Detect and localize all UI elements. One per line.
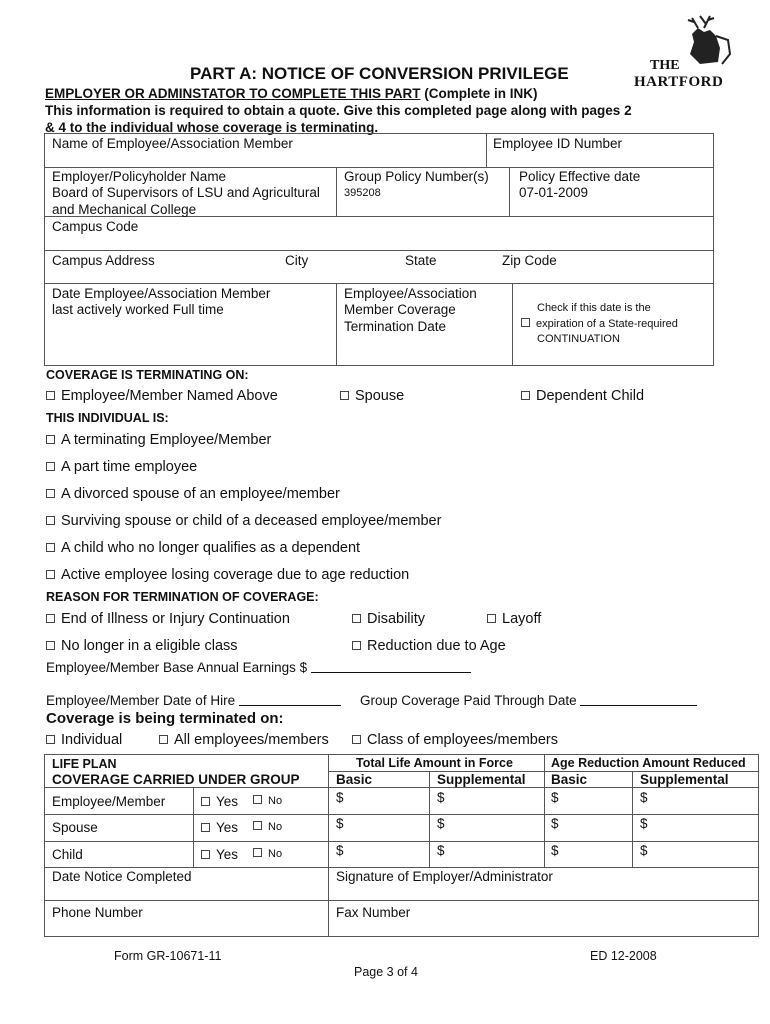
checkbox[interactable] — [159, 735, 168, 744]
name-label: Name of Employee/Association Member — [52, 136, 293, 151]
checkbox[interactable] — [201, 850, 210, 859]
yes-option[interactable] — [201, 794, 238, 809]
option-class-employees[interactable] — [352, 732, 558, 748]
checkbox[interactable] — [46, 489, 55, 498]
form-number: Form GR-10671-11 — [114, 949, 222, 963]
group-policy-label: Group Policy Number(s) — [344, 169, 489, 184]
option-age-reduction[interactable] — [46, 567, 409, 583]
paid-through-blank[interactable] — [580, 705, 697, 706]
supplemental-header-age: Supplemental — [640, 772, 729, 787]
checkbox[interactable] — [46, 543, 55, 552]
reason-heading: REASON FOR TERMINATION OF COVERAGE: — [46, 590, 319, 604]
dollar-cell[interactable]: $ — [551, 843, 559, 858]
city-label: City — [285, 253, 309, 268]
checkbox[interactable] — [487, 614, 496, 623]
option-label: A divorced spouse of an employee/member — [61, 486, 340, 502]
checkbox[interactable] — [201, 797, 210, 806]
fax-label: Fax Number — [336, 905, 411, 920]
checkbox[interactable] — [253, 795, 262, 804]
option-layoff[interactable] — [487, 611, 541, 627]
option-ineligible-class[interactable] — [46, 638, 238, 654]
option-spouse[interactable] — [340, 388, 404, 404]
employer-instruction — [45, 86, 538, 101]
row-label-employee: Employee/Member — [52, 794, 166, 809]
check-note-2 — [521, 318, 678, 330]
page-number: Page 3 of 4 — [354, 965, 418, 979]
checkbox[interactable] — [253, 821, 262, 830]
option-label: End of Illness or Injury Continuation — [61, 611, 290, 627]
ink-note: (Complete in INK) — [424, 86, 538, 101]
life-plan-title: LIFE PLAN — [52, 757, 117, 771]
option-employee-named[interactable] — [46, 388, 278, 404]
no-label: No — [268, 821, 283, 833]
campus-code-label: Campus Code — [52, 219, 139, 234]
phone-label: Phone Number — [52, 905, 143, 920]
policyholder-value-2: and Mechanical College — [52, 202, 197, 217]
effective-date-value: 07-01-2009 — [519, 185, 589, 200]
option-part-time[interactable] — [46, 459, 197, 475]
earnings-blank[interactable] — [311, 672, 471, 673]
checkbox[interactable] — [46, 516, 55, 525]
page-title: PART A: NOTICE OF CONVERSION PRIVILEGE — [190, 64, 569, 83]
total-life-header: Total Life Amount in Force — [356, 756, 513, 770]
hire-date-label: Employee/Member Date of Hire — [46, 693, 236, 708]
option-disability[interactable] — [352, 611, 425, 627]
no-label: No — [268, 795, 283, 807]
option-child-no-longer[interactable] — [46, 540, 360, 556]
check-note-1: Check if this date is the — [537, 302, 651, 314]
dollar-cell[interactable]: $ — [336, 790, 344, 805]
yes-option[interactable] — [201, 820, 238, 835]
termination-date-label-1: Employee/Association — [344, 286, 477, 301]
option-label: Disability — [367, 611, 426, 627]
option-label: Dependent Child — [536, 388, 645, 404]
policyholder-value-1: Board of Supervisors of LSU and Agricultural — [52, 185, 320, 200]
option-label: Reduction due to Age — [367, 638, 506, 654]
option-label: No longer in a eligible class — [61, 638, 238, 654]
dollar-cell[interactable]: $ — [640, 816, 648, 831]
policyholder-label: Employer/Policyholder Name — [52, 169, 227, 184]
dollar-cell[interactable]: $ — [336, 816, 344, 831]
termination-date-label-2: Member Coverage — [344, 302, 456, 317]
option-divorced-spouse[interactable] — [46, 486, 340, 502]
yes-label: Yes — [216, 847, 239, 862]
checkbox[interactable] — [46, 462, 55, 471]
info-line-1: This information is required to obtain a quote. Give this completed page along with pages 2 — [45, 103, 632, 118]
employee-id-label: Employee ID Number — [493, 136, 623, 151]
hire-date-field[interactable] — [46, 693, 341, 708]
no-option[interactable] — [253, 848, 282, 860]
logo-the: THE — [650, 58, 680, 73]
basic-header-age: Basic — [551, 772, 588, 787]
basic-header-total: Basic — [336, 772, 373, 787]
checkbox[interactable] — [253, 848, 262, 857]
group-policy-value: 395208 — [344, 187, 381, 199]
dollar-cell[interactable]: $ — [640, 790, 648, 805]
checkbox[interactable] — [46, 641, 55, 650]
no-option[interactable] — [253, 821, 282, 833]
option-label: Individual — [61, 732, 123, 748]
checkbox[interactable] — [46, 570, 55, 579]
check-note-2-text: expiration of a State-required — [536, 318, 678, 330]
earnings-field[interactable] — [46, 660, 471, 675]
checkbox[interactable] — [340, 391, 349, 400]
dollar-cell[interactable]: $ — [336, 843, 344, 858]
checkbox[interactable] — [352, 641, 361, 650]
option-label: A terminating Employee/Member — [61, 432, 272, 448]
last-worked-label-1: Date Employee/Association Member — [52, 286, 271, 301]
option-label: Active employee losing coverage due to age reduction — [61, 567, 410, 583]
checkbox[interactable] — [46, 391, 55, 400]
option-label: Employee/Member Named Above — [61, 388, 278, 404]
checkbox[interactable] — [201, 823, 210, 832]
terminating-on-heading: COVERAGE IS TERMINATING ON: — [46, 368, 249, 382]
hartford-logo — [630, 14, 730, 94]
row-label-spouse: Spouse — [52, 820, 98, 835]
coverage-carried-title: COVERAGE CARRIED UNDER GROUP — [52, 772, 300, 787]
dollar-cell[interactable]: $ — [640, 843, 648, 858]
effective-date-label: Policy Effective date — [519, 169, 641, 184]
individual-is-heading: THIS INDIVIDUAL IS: — [46, 411, 169, 425]
no-option[interactable] — [253, 795, 282, 807]
stag-icon — [670, 14, 740, 70]
option-end-illness[interactable] — [46, 611, 290, 627]
earnings-label: Employee/Member Base Annual Earnings $ — [46, 660, 308, 675]
no-label: No — [268, 848, 283, 860]
dollar-cell[interactable]: $ — [551, 816, 559, 831]
option-individual[interactable] — [46, 732, 122, 748]
checkbox[interactable] — [46, 435, 55, 444]
option-label: All employees/members — [174, 732, 329, 748]
last-worked-label-2: last actively worked Full time — [52, 302, 224, 317]
option-label: A part time employee — [61, 459, 198, 475]
signature-label: Signature of Employer/Administrator — [336, 869, 553, 884]
logo-hartford: HARTFORD — [634, 74, 724, 90]
option-label: A child who no longer qualifies as a dependent — [61, 540, 361, 556]
checkbox[interactable] — [352, 735, 361, 744]
yes-label: Yes — [216, 794, 239, 809]
termination-date-label-3: Termination Date — [344, 319, 447, 334]
checkbox[interactable] — [46, 614, 55, 623]
dollar-cell[interactable]: $ — [551, 790, 559, 805]
checkbox[interactable] — [521, 391, 530, 400]
employer-line: EMPLOYER OR ADMINSTATOR TO COMPLETE THIS PART — [45, 86, 421, 101]
age-reduction-header: Age Reduction Amount Reduced — [551, 756, 746, 770]
row-label-child: Child — [52, 847, 83, 862]
checkbox[interactable] — [352, 614, 361, 623]
option-label: Class of employees/members — [367, 732, 558, 748]
zip-label: Zip Code — [502, 253, 557, 268]
option-reduction-age[interactable] — [352, 638, 506, 654]
info-line-2: & 4 to the individual whose coverage is terminating. — [45, 120, 379, 135]
option-label: Spouse — [355, 388, 405, 404]
hire-date-blank[interactable] — [239, 705, 341, 706]
supplemental-header-total: Supplemental — [437, 772, 526, 787]
campus-address-label: Campus Address — [52, 253, 155, 268]
yes-label: Yes — [216, 820, 239, 835]
terminated-on-heading: Coverage is being terminated on: — [46, 710, 284, 727]
dollar-cell[interactable]: $ — [437, 816, 445, 831]
option-all-employees[interactable] — [159, 732, 329, 748]
dollar-cell[interactable]: $ — [437, 790, 445, 805]
yes-option[interactable] — [201, 847, 238, 862]
paid-through-label: Group Coverage Paid Through Date — [360, 693, 577, 708]
option-label: Surviving spouse or child of a deceased employee/member — [61, 513, 442, 529]
option-surviving-spouse[interactable] — [46, 513, 441, 529]
option-label: Layoff — [502, 611, 542, 627]
option-terminating-employee[interactable] — [46, 432, 271, 448]
checkbox[interactable] — [46, 735, 55, 744]
dollar-cell[interactable]: $ — [437, 843, 445, 858]
continuation-checkbox[interactable] — [521, 318, 530, 327]
date-completed-label: Date Notice Completed — [52, 869, 192, 884]
paid-through-field[interactable] — [360, 693, 697, 708]
option-dependent-child[interactable] — [521, 388, 644, 404]
check-note-3: CONTINUATION — [537, 333, 620, 345]
edition: ED 12-2008 — [590, 949, 657, 963]
state-label: State — [405, 253, 437, 268]
